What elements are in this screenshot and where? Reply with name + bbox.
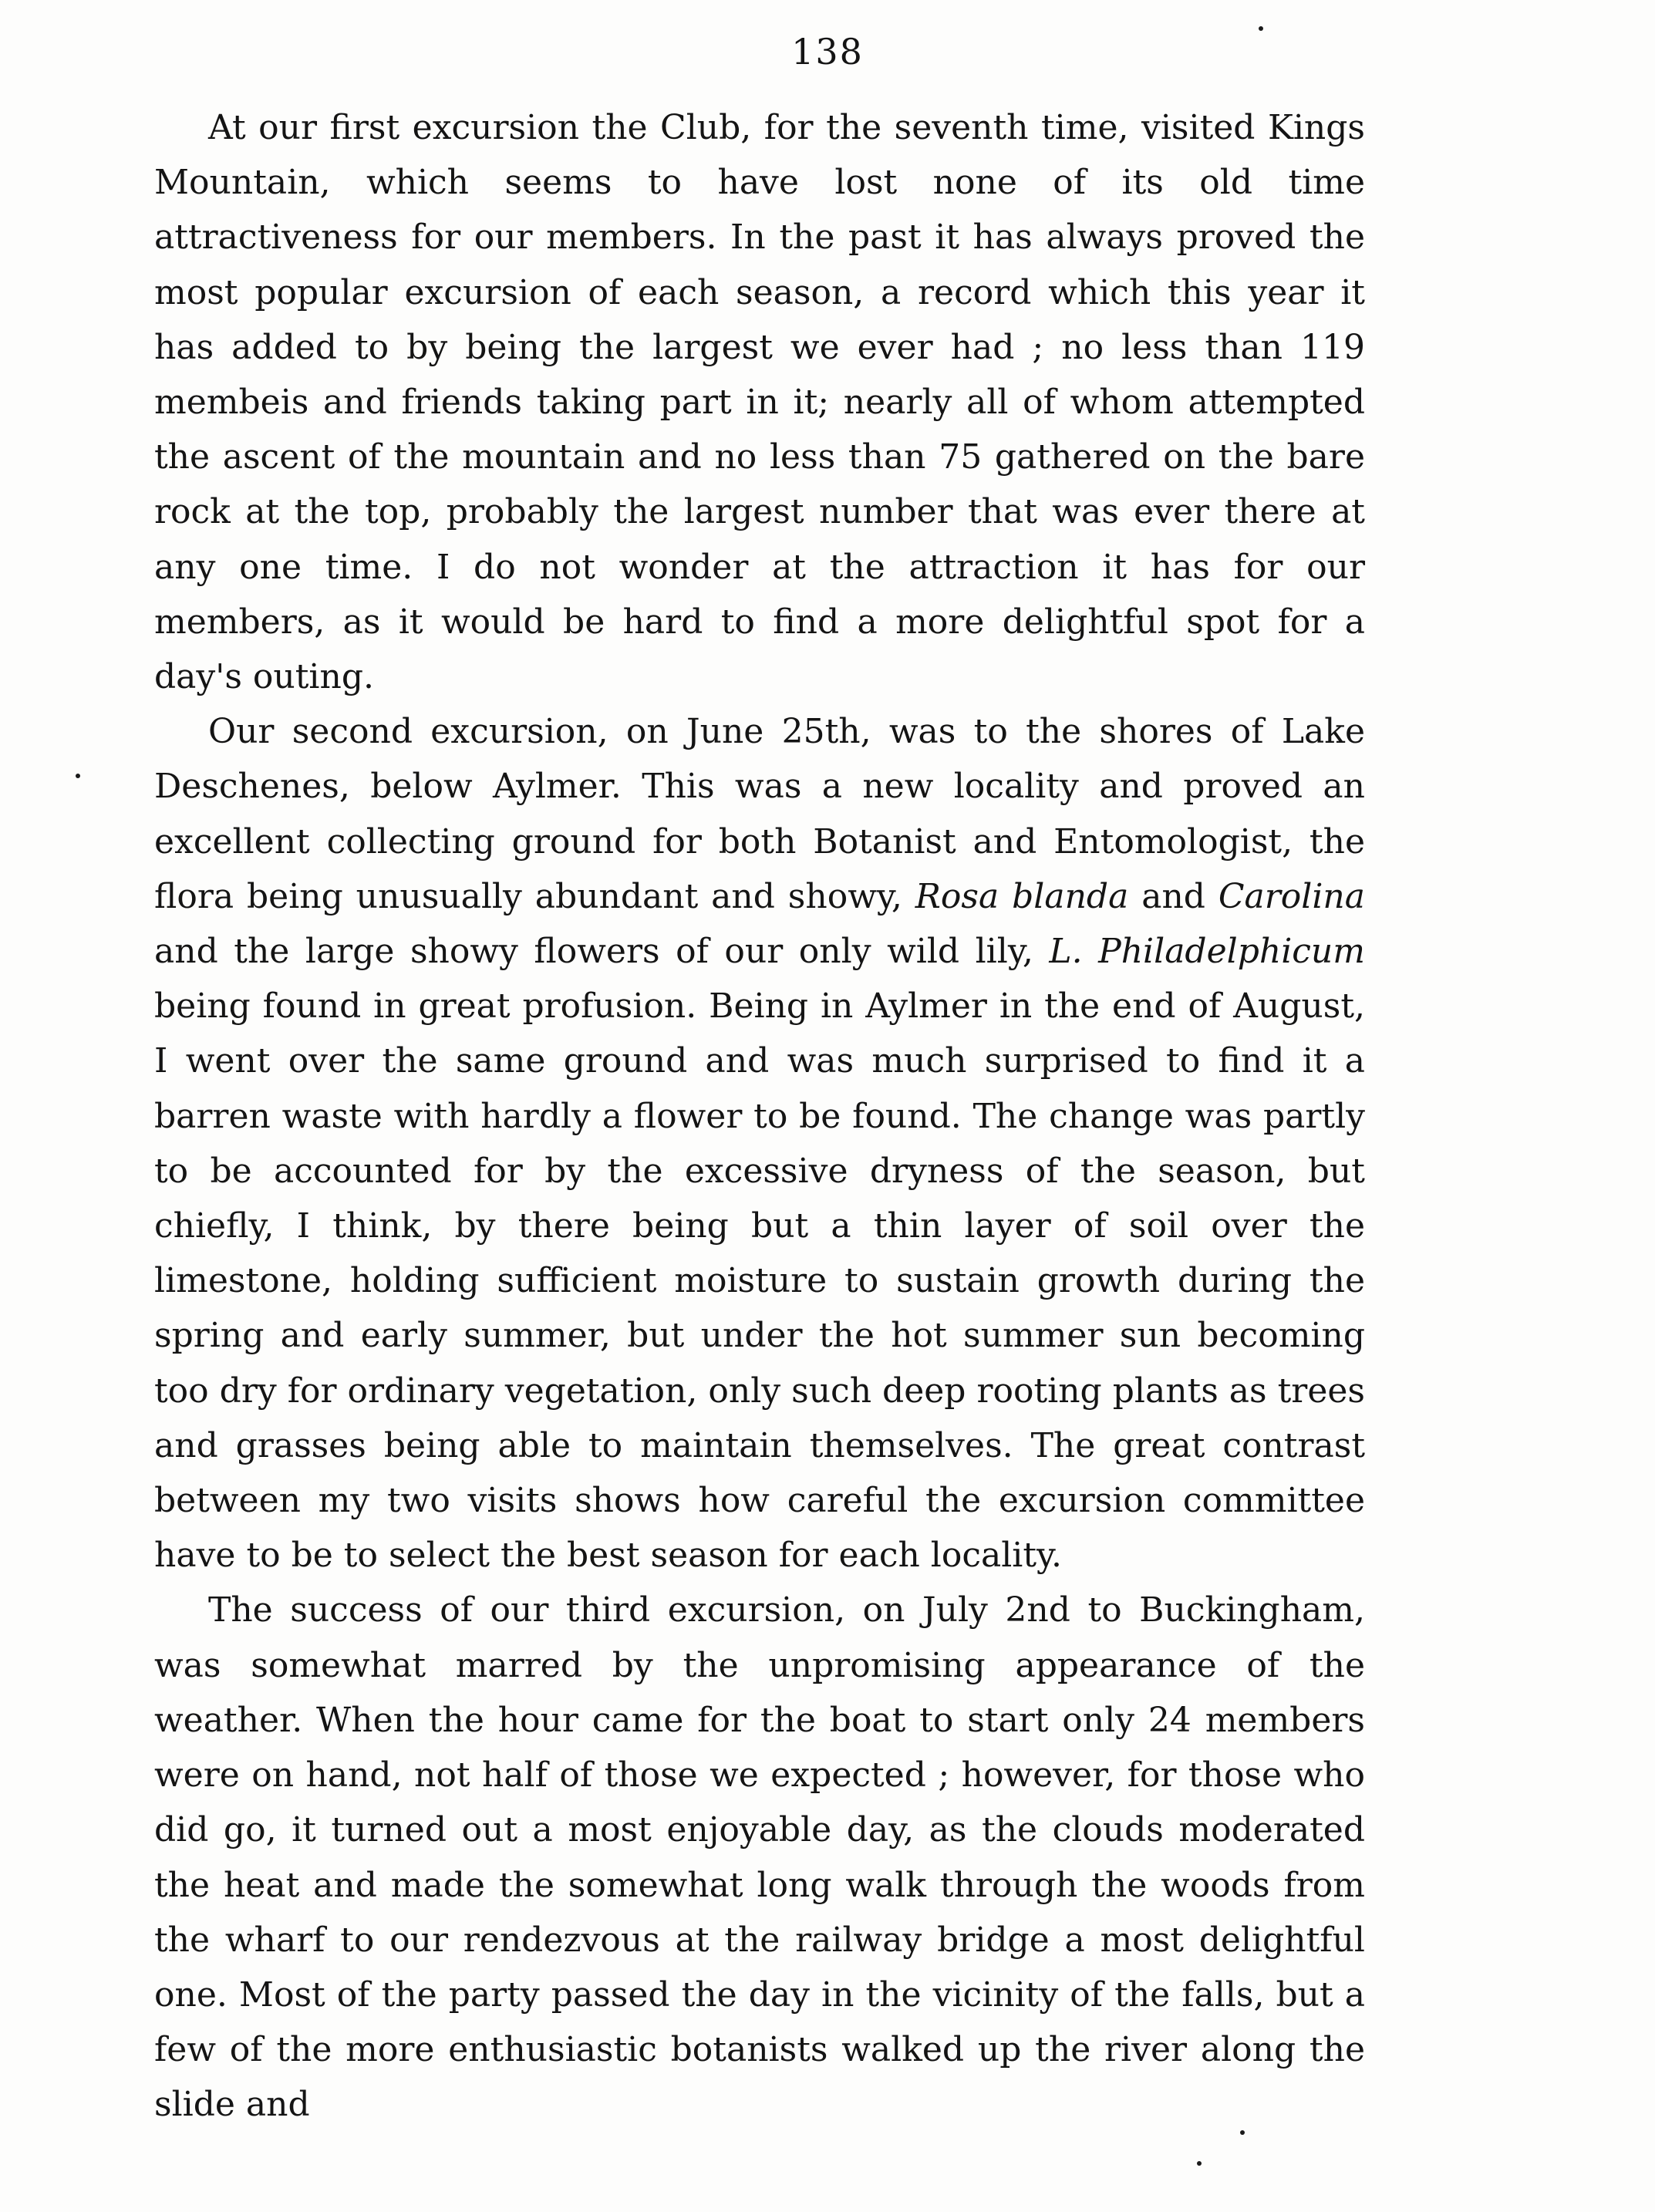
paragraph-lake-deschenes [154, 704, 1365, 1583]
scan-speck [1197, 2161, 1202, 2166]
scan-speck [1240, 2130, 1245, 2135]
page-number: 138 [791, 31, 864, 72]
scan-speck [1259, 26, 1263, 31]
paragraph-text: and the large showy flowers of our only wild lily, [154, 932, 1050, 972]
species-name: L. Philadelphicum [1049, 932, 1365, 972]
species-name: Rosa blanda [915, 876, 1129, 916]
paragraph-text: Our second excursion, on June 25th, was to the shores of Lake Deschenes, below Aylmer. This was a new locality and proved an excellent collecting ground for both Botanist and Entomologist, the flora being unusually abundant and showy, [154, 712, 1365, 916]
body-text [154, 100, 1365, 2133]
paragraph-kings-mountain: At our first excursion the Club, for the seventh time, visited Kings Mountain, which seems to have lost none of its old time attractiveness for our members. In the past it has always proved the most popular excursion of each season, a record which this year it has added to by being the largest we ever had ; no less than 119 membeis and friends taking part in it; nearly all of whom attempted the ascent of the mountain and no less than 75 gathered on the bare rock at the top, probably the largest number that was ever there at any one time. I do not wonder at the attraction it has for our members, as it would be hard to find a more delightful spot for a day's outing. [154, 108, 1365, 697]
scan-speck [76, 774, 80, 778]
paragraph-text: and [1128, 876, 1218, 916]
paragraph-text: being found in great profusion. Being in Aylmer in the end of August, I went over the same ground and was much surprised to find it a barren waste with hardly a flower to be found. The change was partly to be accounted for by the excessive dryness of the season, but chiefly, I think, by there being but a thin layer of soil over the limestone, holding sufficient moisture to sustain growth during the spring and early summer, but under the hot summer sun becoming too dry for ordinary vegetation, only such deep rooting plants as trees and grasses being able to maintain themselves. The great contrast between my two visits shows how careful the excursion committee have to be to select the best season for each locality. [154, 986, 1365, 1576]
species-name: Carolina [1218, 876, 1365, 916]
paragraph-buckingham: The success of our third excursion, on July 2nd to Buckingham, was somewhat marred by the unpromising appearance of the weather. When the hour came for the boat to start only 24 members were on hand, not half of those we expected ; however, for those who did go, it turned out a most enjoyable day, as the clouds moderated the heat and made the somewhat long walk through the woods from the wharf to our rendezvous at the railway bridge a most delightful one. Most of the party passed the day in the vicinity of the falls, but a few of the more enthusiastic botanists walked up the river along the slide and [154, 1590, 1365, 2125]
